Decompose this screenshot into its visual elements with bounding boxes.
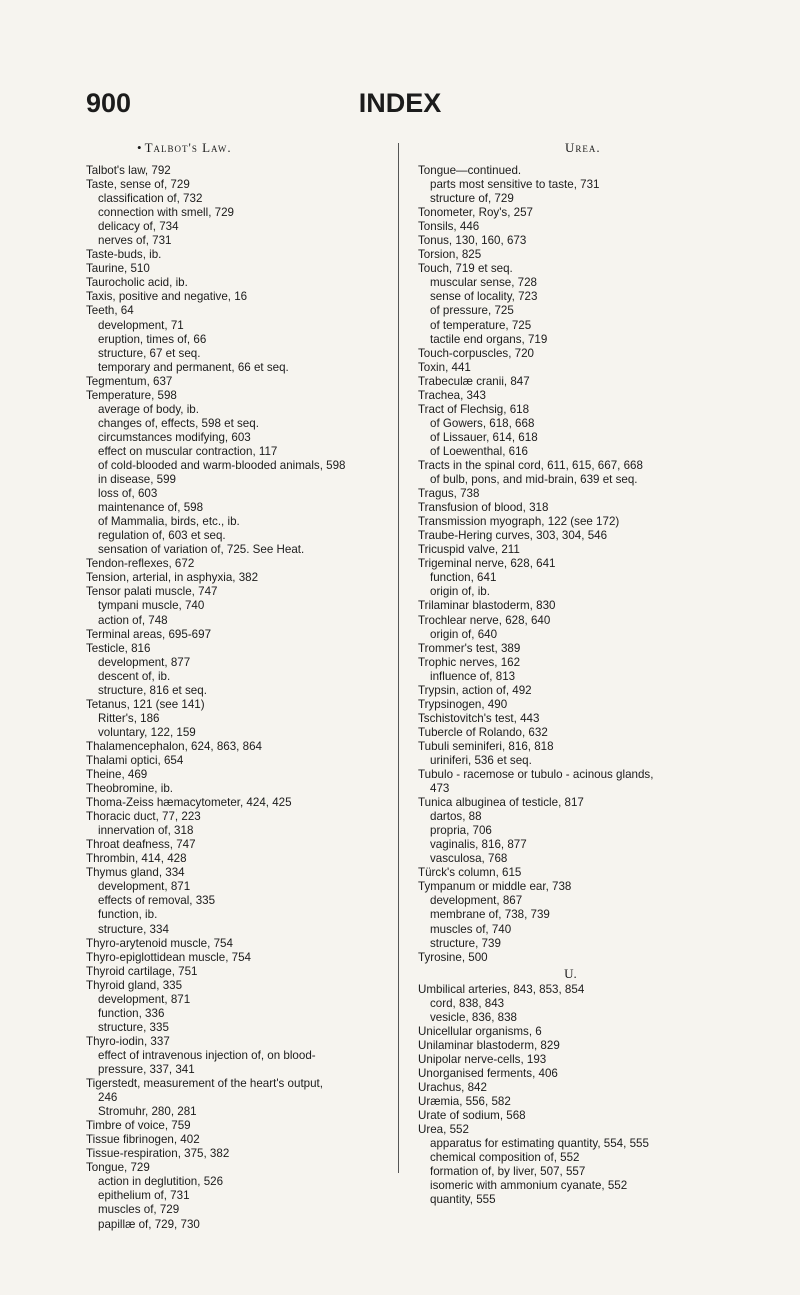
index-subentry: origin of, ib. — [430, 585, 490, 599]
index-entry: Trommer's test, 389 — [418, 641, 521, 655]
index-subentry: action in deglutition, 526 — [98, 1175, 224, 1189]
index-entry: Thyroid cartilage, 751 — [86, 964, 198, 978]
index-entry: Tyrosine, 500 — [418, 950, 488, 964]
index-entry: Tract of Flechsig, 618 — [418, 402, 530, 416]
index-subentry: structure, 816 et seq. — [98, 683, 207, 697]
index-entry: Thyro-arytenoid muscle, 754 — [86, 936, 233, 950]
index-entry: Teeth, 64 — [86, 304, 134, 318]
index-entry: Talbot's law, 792 — [86, 164, 171, 177]
index-entry: Thrombin, 414, 428 — [86, 852, 187, 866]
index-entry: Thoracic duct, 77, 223 — [86, 810, 201, 824]
index-entry: Tubercle of Rolando, 632 — [418, 725, 548, 739]
column-divider — [398, 143, 399, 1173]
running-head-left: • Talbot's Law. — [137, 140, 337, 156]
index-subentry: in disease, 599 — [98, 473, 176, 487]
index-entry: Urate of sodium, 568 — [418, 1109, 526, 1123]
index-subentry: of Gowers, 618, 668 — [430, 416, 535, 430]
index-subentry: propria, 706 — [430, 824, 492, 838]
index-subentry: formation of, by liver, 507, 557 — [430, 1165, 586, 1179]
index-entry: Temperature, 598 — [86, 388, 177, 402]
index-entry: Theine, 469 — [86, 768, 148, 782]
index-entry: Taste, sense of, 729 — [86, 178, 190, 192]
index-subentry: eruption, times of, 66 — [98, 332, 207, 346]
index-entry: Unilaminar blastoderm, 829 — [418, 1038, 560, 1052]
index-entry: Trabeculæ cranii, 847 — [418, 374, 530, 388]
index-entry: Tonometer, Roy's, 257 — [418, 206, 533, 220]
index-subentry: structure, 335 — [98, 1020, 169, 1034]
index-subentry: structure, 67 et seq. — [98, 346, 201, 360]
index-entry: Tubulo - racemose or tubulo - acinous glands, — [418, 768, 654, 782]
index-entry: Tracts in the spinal cord, 611, 615, 667, 668 — [418, 458, 643, 472]
index-subentry: voluntary, 122, 159 — [98, 725, 196, 739]
index-subentry: cord, 838, 843 — [430, 996, 505, 1010]
index-subentry: influence of, 813 — [430, 669, 516, 683]
index-subentry: sense of locality, 723 — [430, 290, 538, 304]
index-subentry: changes of, effects, 598 et seq. — [98, 416, 259, 430]
index-entry: Tympanum or middle ear, 738 — [418, 880, 572, 894]
index-entry: Tschistovitch's test, 443 — [418, 711, 540, 725]
index-entry: Trypsinogen, 490 — [418, 697, 508, 711]
index-subentry: Stromuhr, 280, 281 — [98, 1105, 197, 1119]
index-subentry: uriniferi, 536 et seq. — [430, 753, 532, 767]
index-entry: Urea, 552 — [418, 1123, 469, 1137]
index-entry: Tricuspid valve, 211 — [418, 543, 520, 557]
index-subentry: tactile end organs, 719 — [430, 332, 548, 346]
index-subentry: connection with smell, 729 — [98, 206, 234, 220]
index-entry: Tubuli seminiferi, 816, 818 — [418, 739, 554, 753]
index-subentry: action of, 748 — [98, 613, 168, 627]
index-entry: Thyro-epiglottidean muscle, 754 — [86, 950, 251, 964]
index-subentry: descent of, ib. — [98, 669, 171, 683]
index-entry: Thoma-Zeiss hæmacytometer, 424, 425 — [86, 796, 292, 810]
index-entry: Trophic nerves, 162 — [418, 655, 521, 669]
index-subentry: epithelium of, 731 — [98, 1189, 190, 1203]
index-subentry: of cold-blooded and warm-blooded animals, 598 — [98, 458, 346, 472]
index-subentry: membrane of, 738, 739 — [430, 908, 550, 922]
index-subentry: of Loewenthal, 616 — [430, 444, 528, 458]
index-entry: Throat deafness, 747 — [86, 838, 196, 852]
index-entry: Thalamencephalon, 624, 863, 864 — [86, 739, 262, 753]
index-entry: Unicellular organisms, 6 — [418, 1024, 542, 1038]
index-entry: Tunica albuginea of testicle, 817 — [418, 796, 584, 810]
index-subentry: classification of, 732 — [98, 192, 203, 206]
index-subentry: development, 867 — [430, 894, 523, 908]
index-entry: Tension, arterial, in asphyxia, 382 — [86, 571, 259, 585]
index-subentry: regulation of, 603 et seq. — [98, 529, 226, 543]
index-subentry: development, 71 — [98, 318, 184, 332]
index-entry: Taurocholic acid, ib. — [86, 276, 188, 290]
index-subentry: effect of intravenous injection of, on blood- — [98, 1048, 316, 1062]
index-subentry: muscles of, 729 — [98, 1203, 180, 1217]
index-subentry: effects of removal, 335 — [98, 894, 216, 908]
index-entry: Traube-Hering curves, 303, 304, 546 — [418, 529, 608, 543]
index-subentry: of temperature, 725 — [430, 318, 532, 332]
index-continuation: 473 — [430, 782, 450, 796]
index-subentry: temporary and permanent, 66 et seq. — [98, 360, 289, 374]
index-subentry: papillæ of, 729, 730 — [98, 1217, 200, 1231]
index-subentry: development, 871 — [98, 992, 191, 1006]
index-subentry: vasculosa, 768 — [430, 852, 508, 866]
index-entry: Thyroid gland, 335 — [86, 978, 183, 992]
index-subentry: isomeric with ammonium cyanate, 552 — [430, 1179, 628, 1193]
index-subentry: of Lissauer, 614, 618 — [430, 430, 538, 444]
index-subentry: effect on muscular contraction, 117 — [98, 444, 278, 458]
index-subentry: parts most sensitive to taste, 731 — [430, 178, 600, 192]
index-entry: Türck's column, 615 — [418, 866, 522, 880]
index-subentry: of pressure, 725 — [430, 304, 514, 318]
index-entry: Tongue—continued. — [418, 164, 522, 177]
index-entry: Tigerstedt, measurement of the heart's output, — [86, 1077, 324, 1091]
index-subentry: tympani muscle, 740 — [98, 599, 205, 613]
index-subentry: muscles of, 740 — [430, 922, 512, 936]
running-head-right: Urea. — [565, 140, 601, 155]
index-subentry: development, 871 — [98, 880, 191, 894]
index-subentry: apparatus for estimating quantity, 554, 555 — [430, 1137, 649, 1151]
page-number: 900 — [86, 88, 132, 118]
index-entry: Thyro-iodin, 337 — [86, 1034, 170, 1048]
index-subentry: loss of, 603 — [98, 487, 158, 501]
index-entry: Taurine, 510 — [86, 262, 150, 276]
index-entry: Touch, 719 et seq. — [418, 262, 513, 276]
index-entry: Timbre of voice, 759 — [86, 1119, 191, 1133]
index-entry: Tonus, 130, 160, 673 — [418, 234, 527, 248]
index-entry: Uræmia, 556, 582 — [418, 1095, 511, 1109]
index-entry: Trypsin, action of, 492 — [418, 683, 532, 697]
right-index-column — [418, 164, 723, 1207]
index-subentry: vaginalis, 816, 877 — [430, 838, 527, 852]
index-subentry: structure of, 729 — [430, 192, 514, 206]
page-title: INDEX — [358, 88, 442, 118]
index-entry: Unorganised ferments, 406 — [418, 1067, 558, 1080]
index-subentry: innervation of, 318 — [98, 824, 194, 838]
index-entry: Trilaminar blastoderm, 830 — [418, 599, 556, 613]
index-entry: Unipolar nerve-cells, 193 — [418, 1052, 547, 1066]
index-subentry: quantity, 555 — [430, 1193, 496, 1207]
index-subentry: function, ib. — [98, 908, 158, 922]
index-section-letter: U. — [564, 965, 577, 981]
index-entry: Umbilical arteries, 843, 853, 854 — [418, 982, 585, 996]
index-subentry: sensation of variation of, 725. See Heat. — [98, 543, 305, 557]
index-subentry: average of body, ib. — [98, 402, 199, 416]
index-entry: Tensor palati muscle, 747 — [86, 585, 218, 599]
index-subentry: dartos, 88 — [430, 810, 482, 824]
index-subentry: of Mammalia, birds, etc., ib. — [98, 515, 240, 529]
index-entry: Theobromine, ib. — [86, 782, 173, 796]
index-entry: Torsion, 825 — [418, 248, 482, 262]
index-entry: Thymus gland, 334 — [86, 866, 185, 880]
index-entry: Tonsils, 446 — [418, 220, 480, 234]
index-entry: Thalami optici, 654 — [86, 753, 184, 767]
index-subentry: vesicle, 836, 838 — [430, 1010, 518, 1024]
index-entry: Toxin, 441 — [418, 360, 471, 374]
index-entry: Taste-buds, ib. — [86, 248, 162, 262]
index-entry: Urachus, 842 — [418, 1081, 487, 1095]
index-subentry: development, 877 — [98, 655, 191, 669]
index-subentry: chemical composition of, 552 — [430, 1151, 580, 1165]
index-continuation: 246 — [98, 1091, 118, 1105]
index-entry: Terminal areas, 695-697 — [86, 627, 212, 641]
index-entry: Transfusion of blood, 318 — [418, 501, 549, 515]
index-entry: Taxis, positive and negative, 16 — [86, 290, 248, 304]
index-entry: Transmission myograph, 122 (see 172) — [418, 515, 620, 529]
index-entry: Tissue-respiration, 375, 382 — [86, 1147, 230, 1161]
index-subentry: origin of, 640 — [430, 627, 498, 641]
index-entry: Tetanus, 121 (see 141) — [86, 697, 205, 711]
left-index-column — [86, 164, 386, 1232]
index-subentry: of bulb, pons, and mid-brain, 639 et seq. — [430, 473, 638, 487]
page-header — [0, 88, 800, 128]
index-entry: Tendon-reflexes, 672 — [86, 557, 195, 571]
index-subentry: delicacy of, 734 — [98, 220, 179, 234]
index-entry: Tragus, 738 — [418, 487, 480, 501]
index-entry: Trochlear nerve, 628, 640 — [418, 613, 551, 627]
index-subentry: structure, 334 — [98, 922, 169, 936]
index-entry: Trachea, 343 — [418, 388, 486, 402]
index-subentry: Ritter's, 186 — [98, 711, 160, 725]
index-subentry: function, 641 — [430, 571, 497, 585]
index-continuation: pressure, 337, 341 — [98, 1063, 195, 1076]
index-subentry: function, 336 — [98, 1006, 165, 1020]
index-entry: Tissue fibrinogen, 402 — [86, 1133, 200, 1147]
index-entry: Trigeminal nerve, 628, 641 — [418, 557, 556, 571]
index-subentry: muscular sense, 728 — [430, 276, 537, 290]
index-subentry: maintenance of, 598 — [98, 501, 204, 515]
index-subentry: structure, 739 — [430, 936, 501, 950]
index-entry: Tongue, 729 — [86, 1161, 150, 1175]
index-subentry: nerves of, 731 — [98, 234, 172, 248]
index-subentry: circumstances modifying, 603 — [98, 430, 251, 444]
index-entry: Tegmentum, 637 — [86, 374, 173, 388]
index-entry: Testicle, 816 — [86, 641, 151, 655]
index-entry: Touch-corpuscles, 720 — [418, 346, 534, 360]
